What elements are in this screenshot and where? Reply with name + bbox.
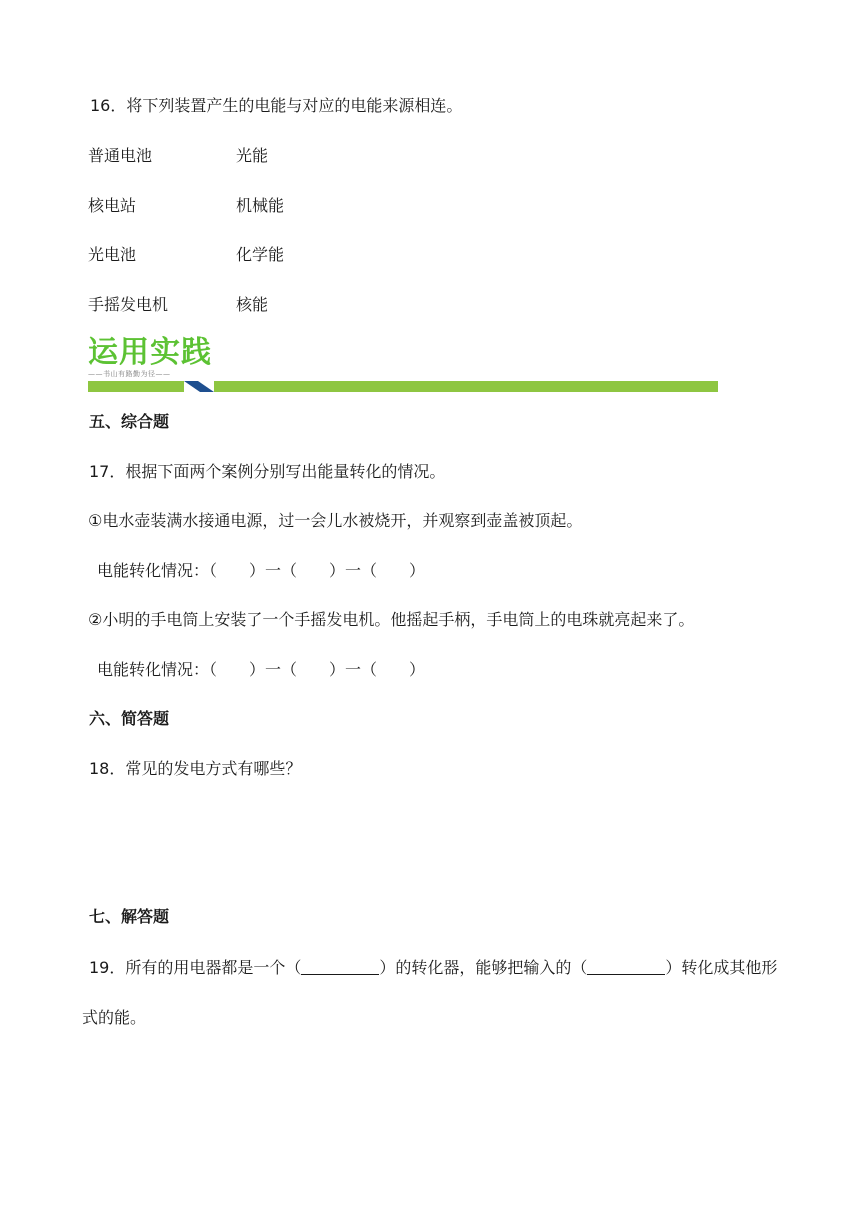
q17-answer-2: 电能转化情况：（ ）一（ ）一（ ） <box>97 660 426 679</box>
banner-subtitle: ——书山有路勤为径—— <box>88 370 171 378</box>
q19-blank-2[interactable] <box>587 960 665 975</box>
q17-answer-1: 电能转化情况：（ ）一（ ）一（ ） <box>97 561 426 580</box>
q19-line-2: 式的能。 <box>82 1008 147 1027</box>
q19-text-part-3: ）转化成其他形 <box>665 958 778 977</box>
q17-case-2: ②小明的手电筒上安装了一个手摇发电机。他摇起手柄，手电筒上的电珠就亮起来了。 <box>88 610 695 629</box>
q16-left-item: 手摇发电机 <box>88 295 169 314</box>
q16-right-item: 化学能 <box>236 245 285 264</box>
q16-right-item: 核能 <box>236 295 269 314</box>
q18-stem: 18．常见的发电方式有哪些？ <box>89 759 302 778</box>
banner-title: 运用实践 <box>88 335 212 370</box>
q19-line-1 <box>89 958 777 978</box>
q16-right-item: 光能 <box>236 146 269 165</box>
q16-left-item: 核电站 <box>88 196 137 215</box>
banner-flag-icon <box>184 381 214 392</box>
section-heading: 六、简答题 <box>89 709 170 728</box>
q17-stem: 17．根据下面两个案例分别写出能量转化的情况。 <box>89 462 446 481</box>
section-heading: 七、解答题 <box>89 907 170 926</box>
q16-left-item: 普通电池 <box>88 146 153 165</box>
q16-left-item: 光电池 <box>88 245 137 264</box>
q16-right-item: 机械能 <box>236 196 285 215</box>
q17-case-1: ①电水壶装满水接通电源，过一会儿水被烧开，并观察到壶盖被顶起。 <box>88 511 583 530</box>
section-banner <box>88 335 718 393</box>
q16-stem: 16．将下列装置产生的电能与对应的电能来源相连。 <box>90 96 463 115</box>
q19-blank-1[interactable] <box>301 960 379 975</box>
banner-bar <box>88 381 718 392</box>
q19-text-part-1: 19．所有的用电器都是一个（ <box>89 958 302 977</box>
q19-text-part-2: ）的转化器，能够把输入的（ <box>379 958 588 977</box>
section-heading: 五、综合题 <box>89 412 170 431</box>
